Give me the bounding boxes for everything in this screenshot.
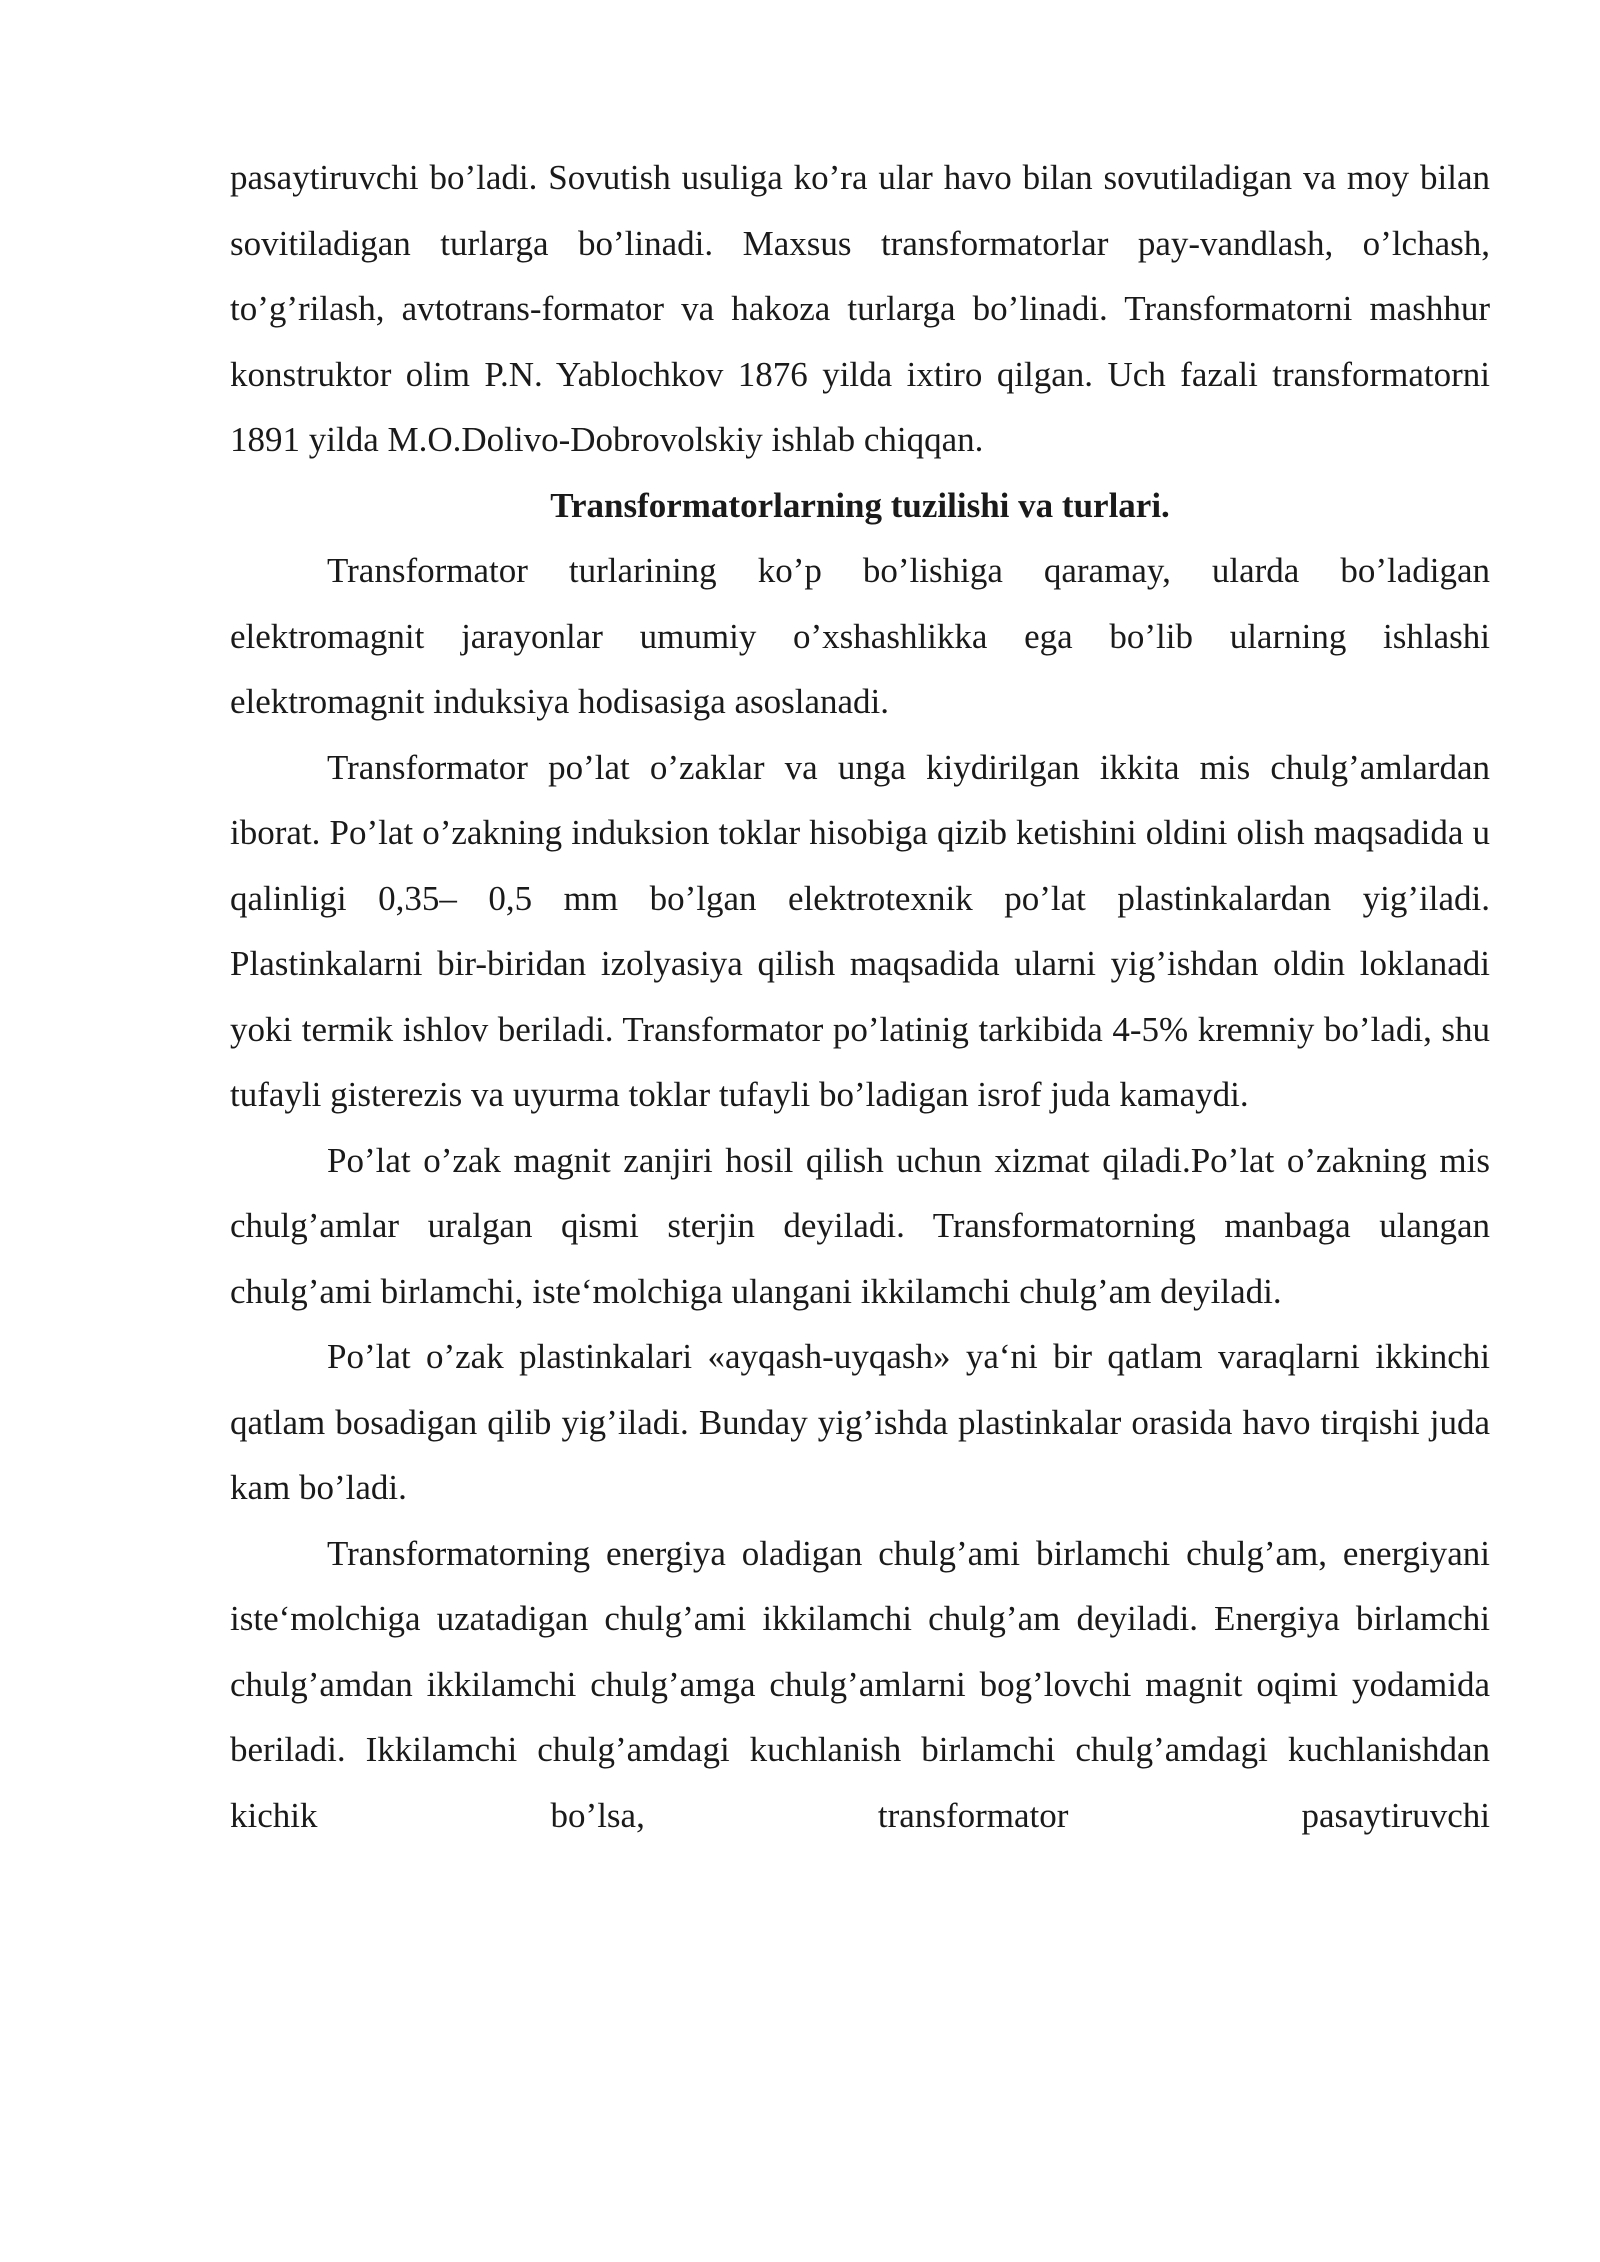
paragraph-intro: pasaytiruvchi bo’ladi. Sovutish usuliga ko’ra ular havo bilan sovutiladigan va moy bilan sovitiladigan turlarga bo’linadi. Maxsus transformatorlar pay-vandlash, o’lchash, to’g’rilash, avtotrans-formator va hakoza turlarga bo’linadi. Transformatorni mashhur konstruktor olim P.N. Yablochkov 1876 yilda ixtiro qilgan. Uch fazali transformatorni 1891 yilda M.O.Dolivo-Dobrovolskiy ishlab chiqqan. (230, 158, 1490, 459)
document-page (230, 145, 1490, 1848)
paragraph-2: Transformator po’lat o’zaklar va unga kiydirilgan ikkita mis chulg’amlardan iborat. Po’lat o’zakning induksion toklar hisobiga qizib ketishini oldini olish maqsadida u qalinligi 0,35– 0,5 mm bo’lgan elektrotexnik po’lat plastinkalardan yig’iladi. Plastinkalarni bir-biridan izolyasiya qilish maqsadida ularni yig’ishdan oldin loklanadi yoki termik ishlov beriladi. Transformator po’latinig tarkibida 4-5% kremniy bo’ladi, shu tufayli gisterezis va uyurma toklar tufayli bo’ladigan isrof juda kamaydi. (230, 747, 1490, 1114)
paragraph-4: Po’lat o’zak plastinkalari «ayqash-uyqash» ya‘ni bir qatlam varaqlarni ikkinchi qatlam bosadigan qilib yig’iladi. Bunday yig’ishda plastinkalar orasida havo tirqishi juda kam bo’ladi. (230, 1337, 1490, 1507)
paragraph-5: Transformatorning energiya oladigan chulg’ami birlamchi chulg’am, energiyani iste‘molchiga uzatadigan chulg’ami ikkilamchi chulg’am deyiladi. Energiya birlamchi chulg’amdan ikkilamchi chulg’amga chulg’amlarni bog’lovchi magnit oqimi yodamida beriladi. Ikkilamchi chulg’amdagi kuchlanish birlamchi chulg’amdagi kuchlanishdan kichik bo’lsa, transformator pasaytiruvchi (230, 1533, 1490, 1835)
section-heading: Transformatorlarning tuzilishi va turlari. (550, 485, 1170, 525)
paragraph-3: Po’lat o’zak magnit zanjiri hosil qilish uchun xizmat qiladi.Po’lat o’zakning mis chulg’amlar uralgan qismi sterjin deyiladi. Transformatorning manbaga ulangan chulg’ami birlamchi, iste‘molchiga ulangani ikkilamchi chulg’am deyiladi. (230, 1140, 1490, 1311)
paragraph-1: Transformator turlarining ko’p bo’lishiga qaramay, ularda bo’ladigan elektromagnit jarayonlar umumiy o’xshashlikka ega bo’lib ularning ishlashi elektromagnit induksiya hodisasiga asoslanadi. (230, 551, 1490, 721)
